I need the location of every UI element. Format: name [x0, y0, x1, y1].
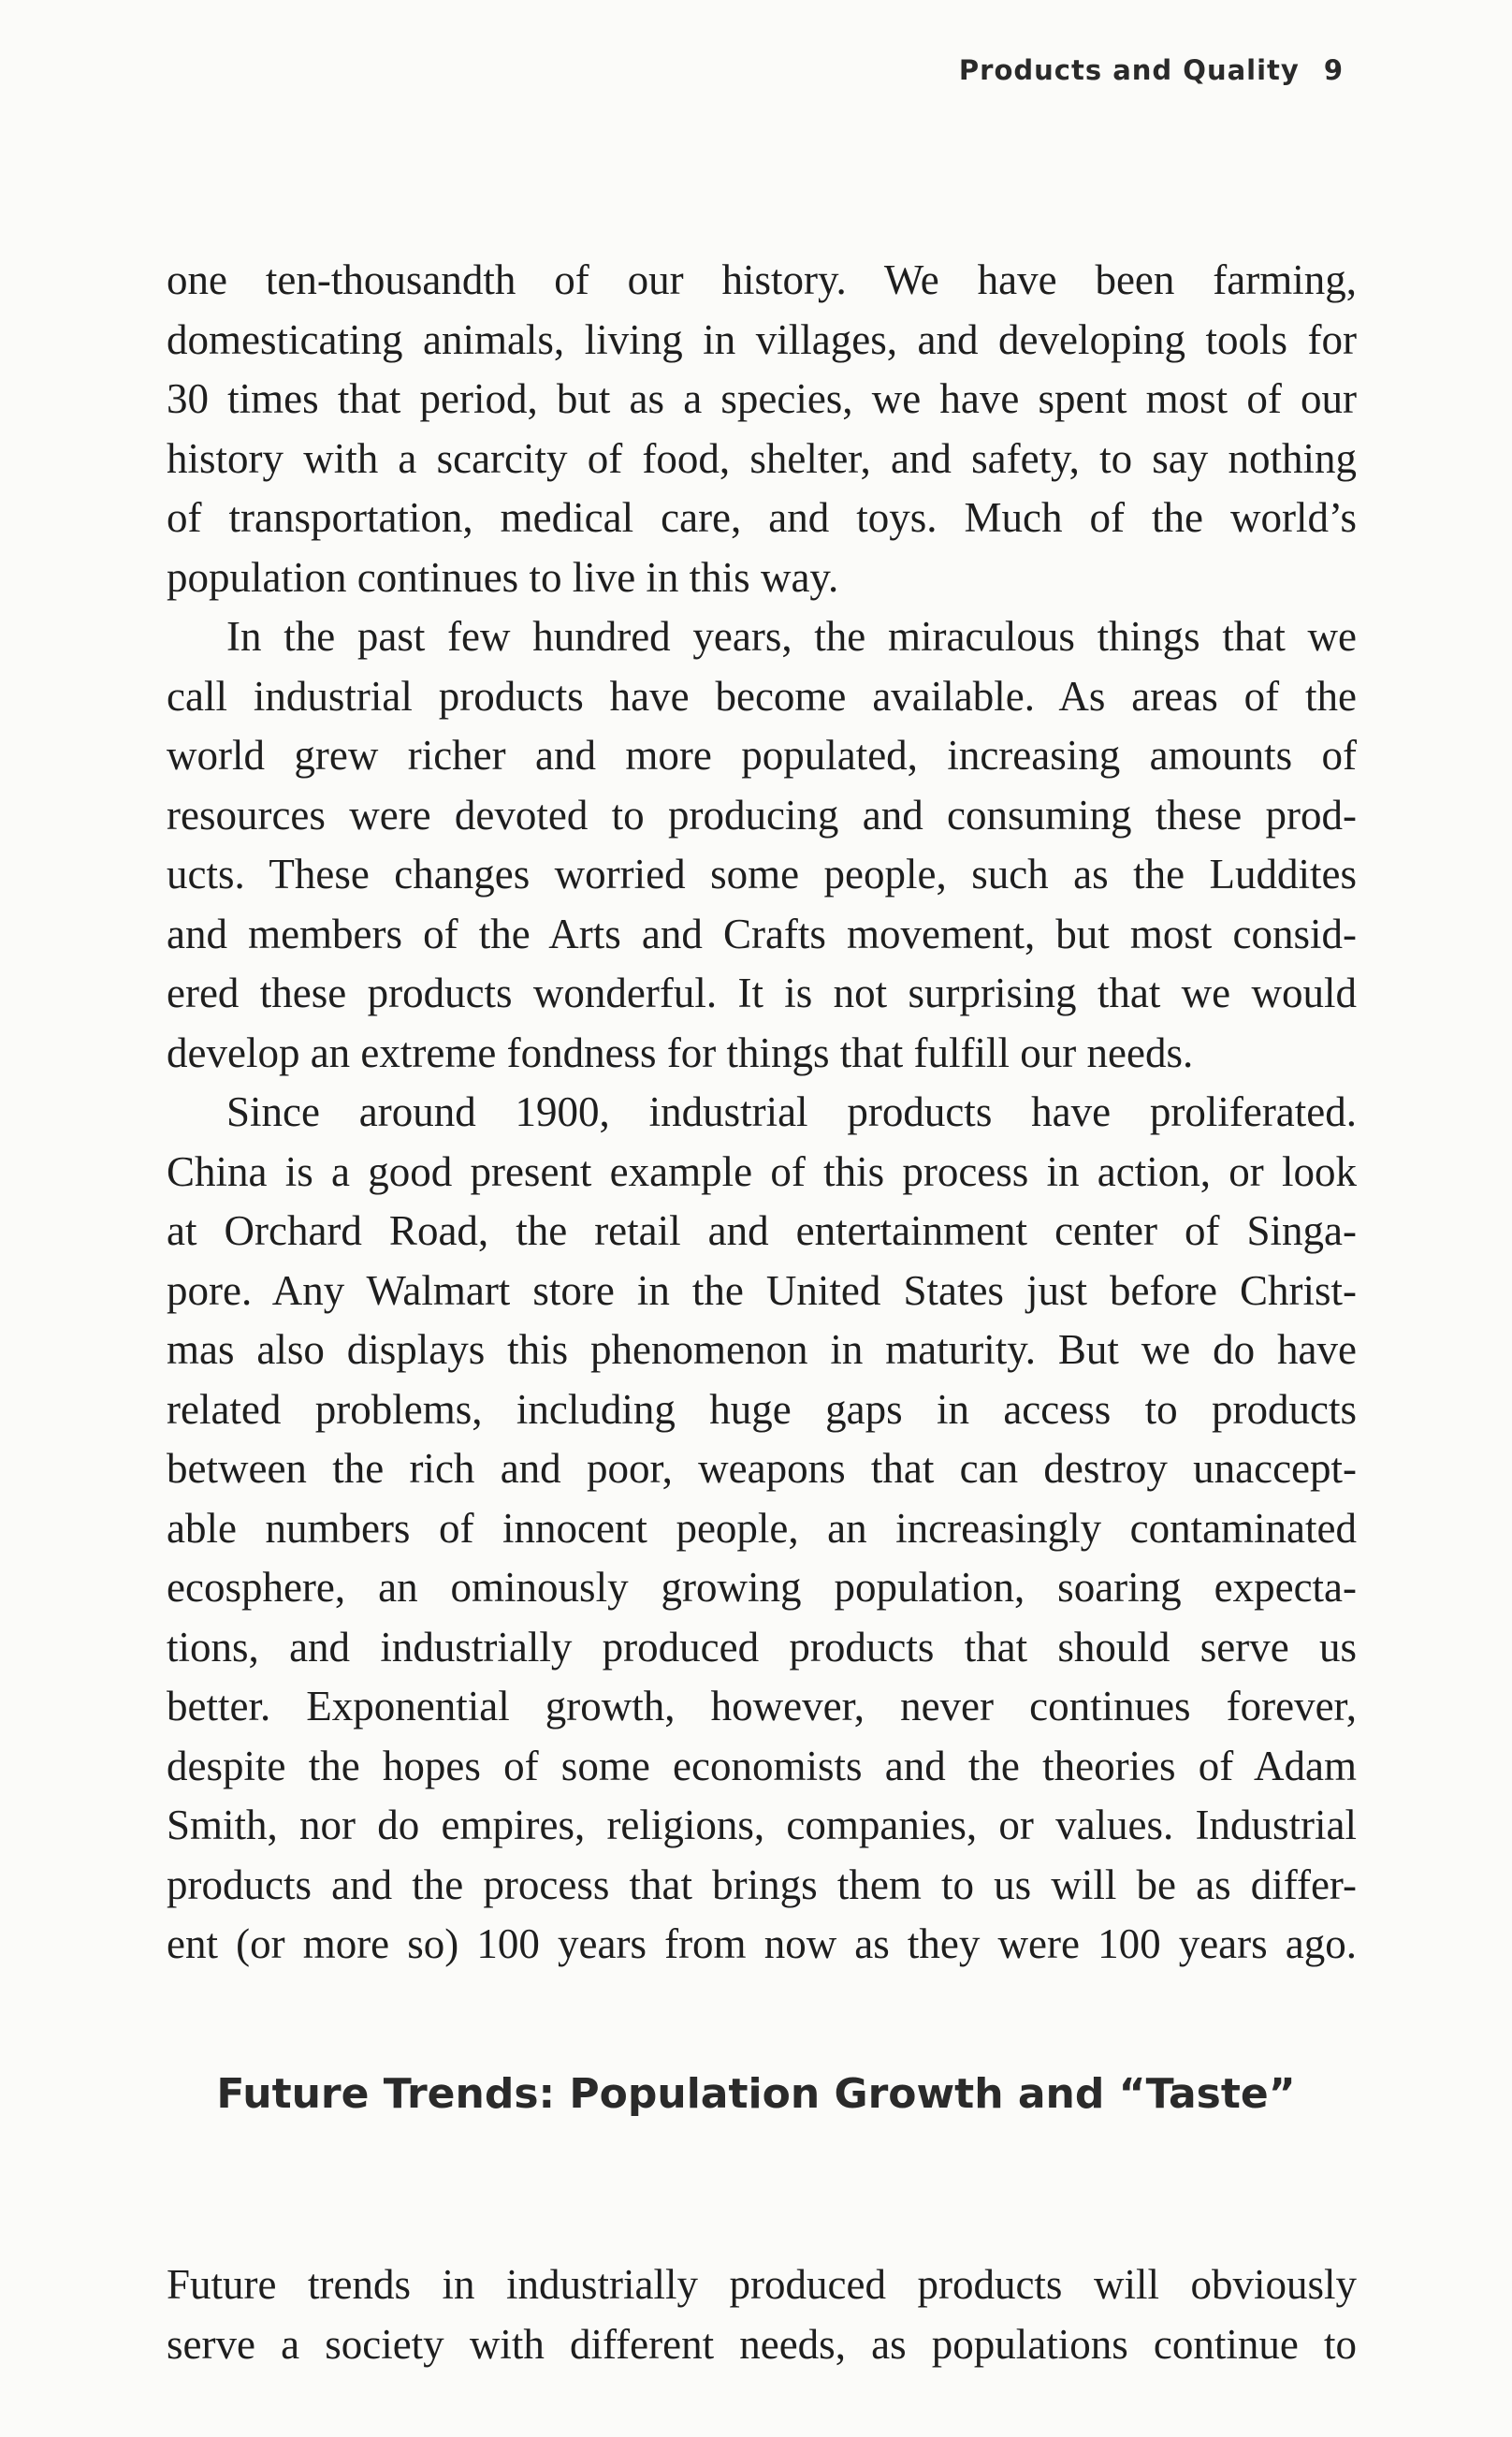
text-line: between the rich and poor, weapons that can destroy unaccept- [167, 1445, 1357, 1492]
text-line: history with a scarcity of food, shelter, and safety, to say nothing [167, 434, 1357, 482]
text-line: ucts. These changes worried some people, such as the Luddites [167, 851, 1357, 897]
text-line: Since around 1900, industrial products have proliferated. [226, 1088, 1357, 1135]
text-line: 30 times that period, but as a species, we have spent most of our [167, 375, 1357, 422]
paragraph-3 [167, 1083, 1357, 1975]
running-head-title: Products and Quality [958, 54, 1300, 86]
text-line: tions, and industrially produced products that should serve us [167, 1623, 1357, 1671]
text-line: of transportation, medical care, and toys. Much of the world’s [167, 494, 1357, 541]
text-line: ered these products wonderful. It is not surprising that we would [167, 970, 1357, 1016]
text-line: domesticating animals, living in villages, and developing tools for [167, 315, 1357, 363]
text-line: ecosphere, an ominously growing population, soaring expecta- [167, 1564, 1357, 1611]
section-heading: Future Trends: Population Growth and “Taste” [216, 2070, 1296, 2118]
text-line: Future trends in industrially produced products will obviously [167, 2261, 1357, 2308]
paragraph-1 [167, 251, 1357, 607]
text-line: In the past few hundred years, the miraculous things that we [226, 613, 1357, 660]
text-line: resources were devoted to producing and consuming these prod- [167, 791, 1357, 839]
text-line: products and the process that brings them to us will be as differ- [167, 1861, 1357, 1908]
text-line: one ten-thousandth of our history. We have been farming, [167, 256, 1357, 303]
text-line: mas also displays this phenomenon in maturity. But we do have [167, 1326, 1357, 1373]
text-line: pore. Any Walmart store in the United States just before Christ- [167, 1266, 1357, 1314]
text-line: and members of the Arts and Crafts movement, but most consid- [167, 910, 1357, 957]
text-line: China is a good present example of this process in action, or look [167, 1147, 1357, 1195]
page-number: 9 [1323, 54, 1344, 86]
text-line: better. Exponential growth, however, never continues forever, [167, 1683, 1357, 1729]
text-line: at Orchard Road, the retail and entertainment center of Singa- [167, 1207, 1357, 1254]
text-line: call industrial products have become available. As areas of the [167, 672, 1357, 720]
section-paragraph [167, 2255, 1357, 2374]
text-line: related problems, including huge gaps in access to products [167, 1385, 1357, 1433]
running-head [959, 54, 1344, 86]
text-line: despite the hopes of some economists and the theories of Adam [167, 1742, 1357, 1789]
paragraph-2 [167, 607, 1357, 1083]
text-line: develop an extreme fondness for things that fulfill our needs. [167, 1029, 1194, 1076]
text-line: Smith, nor do empires, religions, companies, or values. Industrial [167, 1802, 1357, 1848]
text-line: able numbers of innocent people, an increasingly contaminated [167, 1504, 1357, 1552]
text-line: population continues to live in this way. [167, 553, 839, 601]
text-line: serve a society with different needs, as populations continue to [167, 2320, 1357, 2368]
text-line: ent (or more so) 100 years from now as they were 100 years ago. [167, 1920, 1357, 1967]
body-text [167, 251, 1357, 1975]
text-line: world grew richer and more populated, increasing amounts of [167, 732, 1357, 779]
